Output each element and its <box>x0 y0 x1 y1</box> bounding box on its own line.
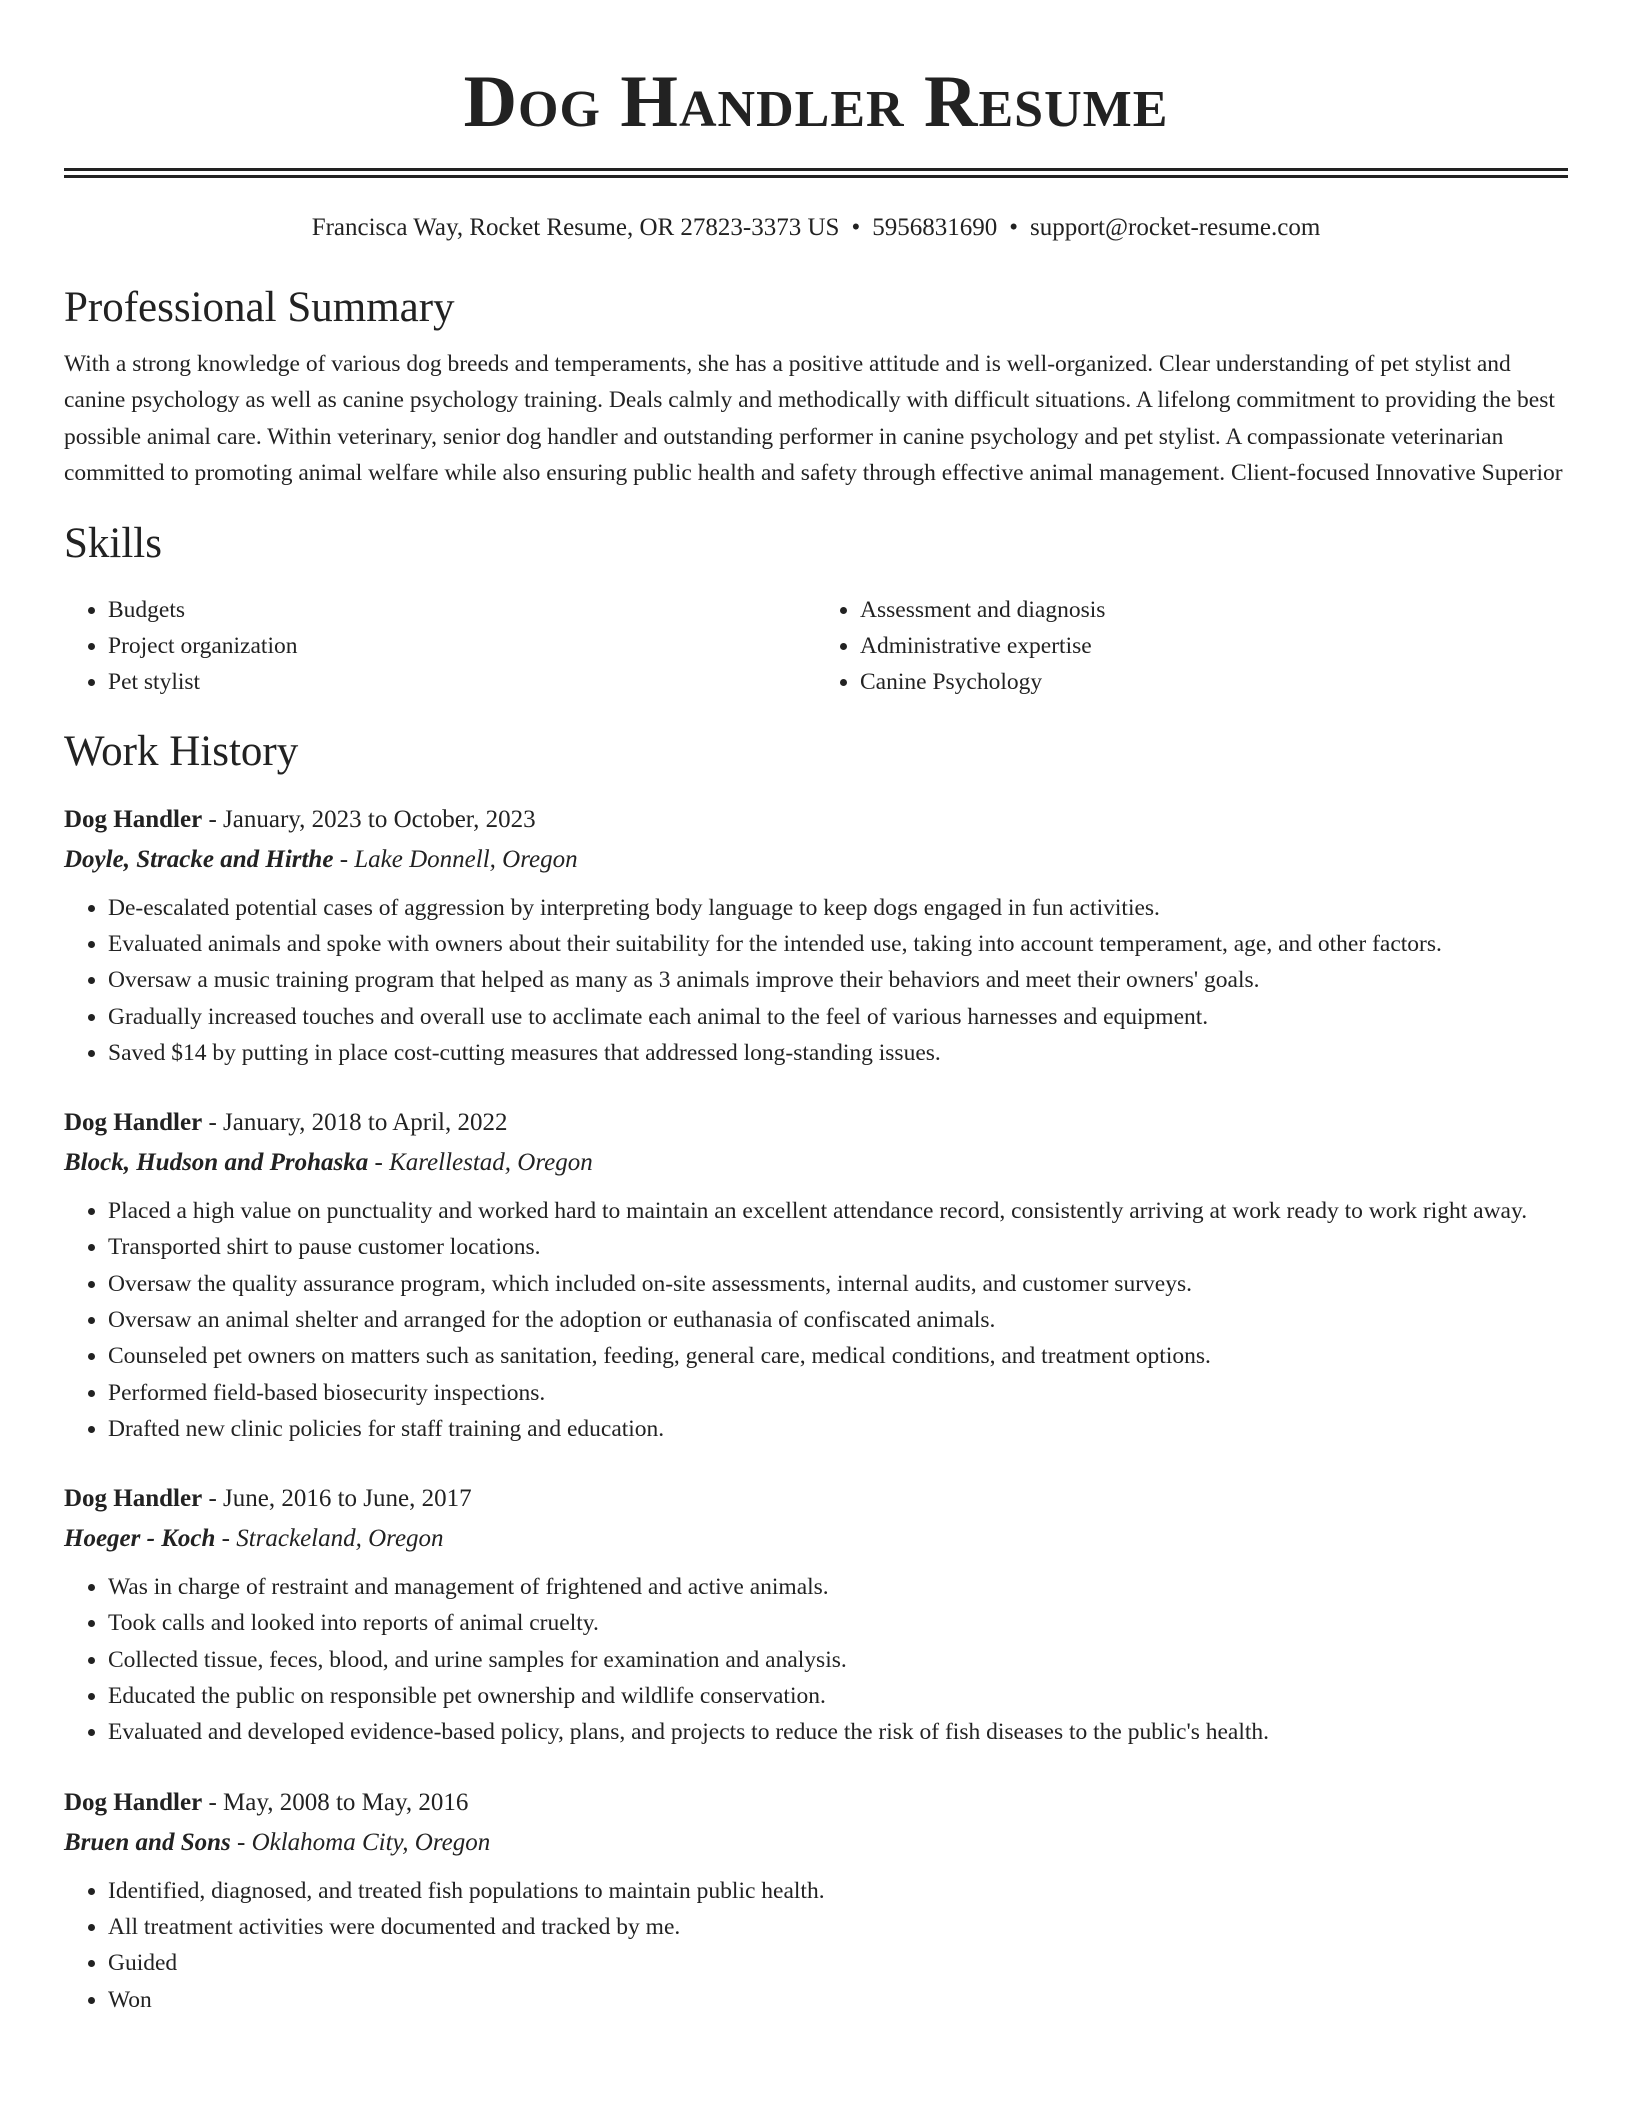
job-bullets <box>64 1873 1568 2018</box>
summary-text: With a strong knowledge of various dog breeds and temperaments, she has a positive attitude and is well-organized. Clear understanding of pet stylist and canine psychology as well as canine psychology training. Deals calmly and methodically with difficult situations. A lifelong commitment to providing the best possible animal care. Within veterinary, senior dog handler and outstanding performer in canine psychology and pet stylist. A compassionate veterinarian committed to promoting animal welfare while also ensuring public health and safety through effective animal management. Client-focused Innovative Superior <box>64 351 1563 487</box>
job-dates: - May, 2008 to May, 2016 <box>202 1788 469 1816</box>
job-company: Bruen and Sons <box>64 1828 231 1856</box>
skill-item: • Pet stylist <box>108 664 816 700</box>
job-location: - Lake Donnell, Oregon <box>333 845 578 873</box>
job-bullet: • Placed a high value on punctuality and worked hard to maintain an excellent attendance record, consistently arriving at work ready to work right away. <box>108 1193 1568 1229</box>
job-role: Dog Handler <box>64 1788 203 1816</box>
skills-column-left <box>64 592 816 700</box>
skill-item: • Assessment and diagnosis <box>860 592 1568 628</box>
job-role: Dog Handler <box>64 1485 203 1513</box>
job-bullet: • Oversaw an animal shelter and arranged for the adoption or euthanasia of confiscated animals. <box>108 1302 1568 1338</box>
job-bullet: • Evaluated animals and spoke with owners about their suitability for the intended use, taking into account temperament, age, and other factors. <box>108 926 1568 962</box>
job-location: - Karellestad, Oregon <box>368 1149 593 1177</box>
job-bullet: • Took calls and looked into reports of animal cruelty. <box>108 1605 1568 1641</box>
skill-item: • Canine Psychology <box>860 664 1568 700</box>
job-bullet: • Guided <box>108 1945 1568 1981</box>
job-bullet: • All treatment activities were documented and tracked by me. <box>108 1909 1568 1945</box>
job-role: Dog Handler <box>64 805 203 833</box>
job-dates: - June, 2016 to June, 2017 <box>202 1485 472 1513</box>
job-title-line <box>64 1783 1568 1823</box>
job-role: Dog Handler <box>64 1109 203 1137</box>
job-bullet: • Saved $14 by putting in place cost-cutting measures that addressed long-standing issues. <box>108 1035 1568 1071</box>
job-bullet: • Oversaw the quality assurance program, which included on-site assessments, internal audits, and customer surveys. <box>108 1266 1568 1302</box>
skill-item: • Administrative expertise <box>860 628 1568 664</box>
job-company: Hoeger - Koch <box>64 1525 216 1553</box>
contact-phone: 5956831690 <box>872 214 998 241</box>
resume-page <box>64 0 1568 2018</box>
job-bullets <box>64 1193 1568 1447</box>
job-dates: - January, 2023 to October, 2023 <box>202 805 536 833</box>
job-bullets <box>64 1569 1568 1750</box>
contact-line <box>64 212 1568 244</box>
job-dates: - January, 2018 to April, 2022 <box>202 1109 508 1137</box>
job-company-line <box>64 840 1568 880</box>
job-title-line <box>64 1103 1568 1143</box>
contact-separator: • <box>851 214 861 241</box>
job-bullet: • Evaluated and developed evidence-based policy, plans, and projects to reduce the risk of fish diseases to the public's health. <box>108 1714 1568 1750</box>
job-company-line <box>64 1823 1568 1863</box>
job-bullet: • Performed field-based biosecurity inspections. <box>108 1375 1568 1411</box>
job-bullet: • Drafted new clinic policies for staff training and education. <box>108 1411 1568 1447</box>
job-entry <box>64 1103 1568 1447</box>
skills-column-right <box>816 592 1568 700</box>
skill-item: • Budgets <box>108 592 816 628</box>
job-bullet: • De-escalated potential cases of aggression by interpreting body language to keep dogs engaged in fun activities. <box>108 890 1568 926</box>
job-bullet: • Was in charge of restraint and management of frightened and active animals. <box>108 1569 1568 1605</box>
title-divider <box>64 168 1568 178</box>
skills-list <box>64 592 1568 700</box>
job-title-line <box>64 1479 1568 1519</box>
job-location: - Oklahoma City, Oregon <box>230 1828 491 1856</box>
job-bullet: • Oversaw a music training program that helped as many as 3 animals improve their behaviors and meet their owners' goals. <box>108 962 1568 998</box>
page-title: Dog Handler Resume <box>463 61 1169 143</box>
contact-address: Francisca Way, Rocket Resume, OR 27823-3373 US <box>311 214 840 241</box>
job-bullet: • Won <box>108 1982 1568 2018</box>
job-company-line <box>64 1519 1568 1559</box>
job-bullet: • Identified, diagnosed, and treated fish populations to maintain public health. <box>108 1873 1568 1909</box>
job-bullet: • Collected tissue, feces, blood, and urine samples for examination and analysis. <box>108 1642 1568 1678</box>
job-bullet: • Gradually increased touches and overall use to acclimate each animal to the feel of various harnesses and equipment. <box>108 999 1568 1035</box>
job-title-line <box>64 800 1568 840</box>
job-company: Block, Hudson and Prohaska <box>64 1149 369 1177</box>
job-entry <box>64 800 1568 1071</box>
job-bullet: • Transported shirt to pause customer locations. <box>108 1229 1568 1265</box>
job-bullet: • Counseled pet owners on matters such as sanitation, feeding, general care, medical conditions, and treatment options. <box>108 1338 1568 1374</box>
summary-heading: Professional Summary <box>64 284 455 331</box>
job-bullets <box>64 890 1568 1071</box>
job-company: Doyle, Stracke and Hirthe <box>64 845 334 873</box>
job-location: - Strackeland, Oregon <box>215 1525 444 1553</box>
job-entry <box>64 1479 1568 1750</box>
contact-separator: • <box>1009 214 1018 241</box>
skills-heading: Skills <box>64 519 162 567</box>
job-company-line <box>64 1143 1568 1183</box>
work-history-heading: Work History <box>64 727 299 775</box>
job-bullet: • Educated the public on responsible pet ownership and wildlife conservation. <box>108 1678 1568 1714</box>
job-entry <box>64 1783 1568 2018</box>
skill-item: • Project organization <box>108 628 816 664</box>
contact-email: support@rocket-resume.com <box>1030 214 1321 241</box>
